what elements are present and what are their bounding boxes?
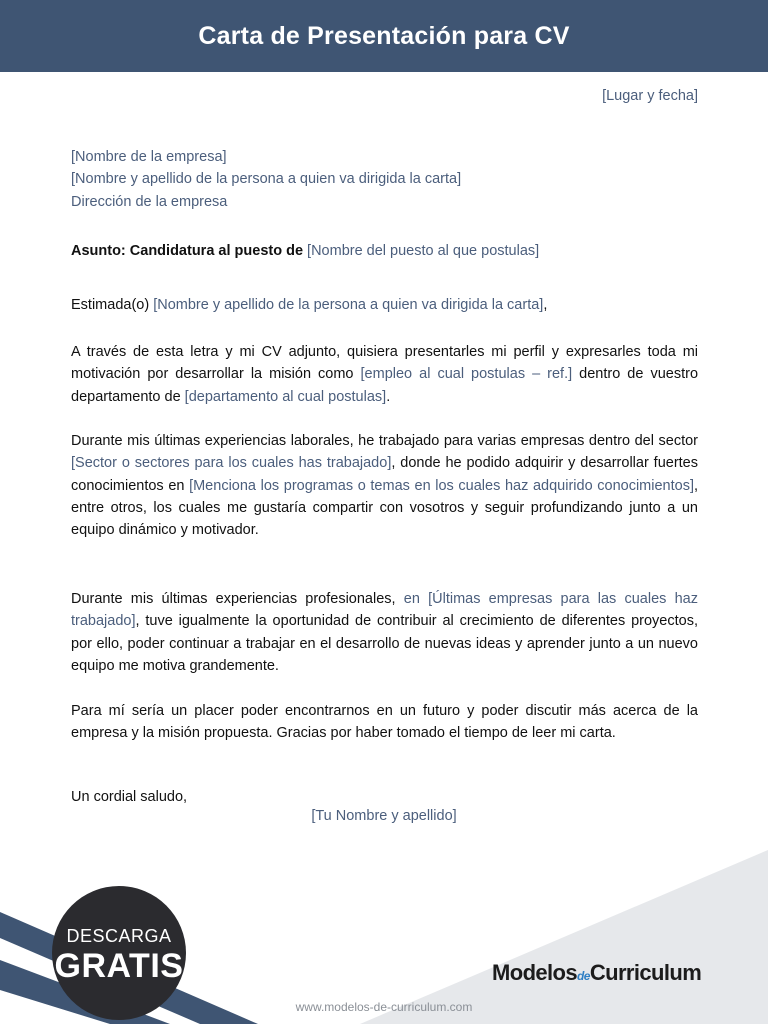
closing: Un cordial saludo, <box>71 789 188 805</box>
recipient-company: [Nombre de la empresa] <box>71 149 227 165</box>
paragraph-2-placeholder-2: [Menciona los programas o temas en los cuales haz adquirido conocimientos] <box>189 477 694 494</box>
greeting-suffix: , <box>543 297 548 313</box>
paragraph-1-text-1: A través de esta letra y mi CV adjunto, quisiera presentarles mi perfil y expresarles toda mi motivación por desarrollar la misión como <box>71 344 698 383</box>
modelos-de-curriculum-logo <box>492 960 701 986</box>
paragraph-2-text-3: , entre otros, los cuales me gustaría compartir con vosotros y seguir profundizando junto a un equipo dinámico y motivador. <box>71 477 699 539</box>
paragraph-4: Para mí sería un placer poder encontrarnos en un futuro y poder discutir más acerca de la empresa y la misión propuesta. Gracias por haber tomado el tiempo de leer mi carta. <box>71 703 698 742</box>
footer-url[interactable]: www.modelos-de-curriculum.com <box>295 1000 473 1014</box>
paragraph-1-placeholder-1: [empleo al cual postulas – ref.] <box>360 366 573 383</box>
paragraph-2-placeholder-1: [Sector o sectores para los cuales has trabajado] <box>71 455 392 472</box>
paragraph-2 <box>71 430 698 541</box>
paragraph-3-text-1: Durante mis últimas experiencias profesionales, <box>71 591 404 607</box>
place-date: [Lugar y fecha] <box>602 88 698 104</box>
logo-part-1: Modelos <box>492 960 578 985</box>
paragraph-1 <box>71 341 698 408</box>
subject-label: Asunto: Candidatura al puesto de <box>71 243 308 259</box>
signature-placeholder: [Tu Nombre y apellido] <box>311 808 457 824</box>
greeting <box>71 294 698 316</box>
badge-line-1: DESCARGA <box>66 925 172 946</box>
subject-line <box>71 240 698 262</box>
paragraph-3 <box>71 588 698 677</box>
paragraph-1-text-2: dentro de vuestro departamento de <box>71 366 699 405</box>
document-title: Carta de Presentación para CV <box>198 21 570 50</box>
subject-placeholder: [Nombre del puesto al que postulas] <box>307 243 540 259</box>
recipient-address: Dirección de la empresa <box>71 193 228 210</box>
badge-line-2: GRATIS <box>54 946 184 985</box>
paragraph-3-text-2: , tuve igualmente la oportunidad de contribuir al crecimiento de diferentes proyectos, por ello, poder continuar a trabajar en el desarrollo de nuevas ideas y aprender junto a un nuevo equipo me motiva grandemente. <box>71 613 698 674</box>
logo-part-2: de <box>577 969 590 983</box>
paragraph-1-text-3: . <box>386 388 391 405</box>
logo-part-3: Curriculum <box>589 960 702 985</box>
recipient-block <box>71 146 698 213</box>
paragraph-2-text-1: Durante mis últimas experiencias laborales, he trabajado para varias empresas dentro del sector <box>71 433 698 449</box>
paragraph-2-text-2: , donde he podido adquirir y desarrollar fuertes conocimientos en <box>71 455 698 494</box>
recipient-person: [Nombre y apellido de la persona a quien va dirigida la carta] <box>71 171 462 188</box>
greeting-prefix: Estimada(o) <box>71 297 154 313</box>
document-title-banner <box>0 0 768 72</box>
decor-light-shape <box>360 850 768 1024</box>
paragraph-3-placeholder-1: en [Últimas empresas para las cuales haz trabajado] <box>71 591 698 630</box>
paragraph-1-placeholder-2: [departamento al cual postulas] <box>184 388 387 405</box>
greeting-placeholder: [Nombre y apellido de la persona a quien va dirigida la carta] <box>153 297 544 313</box>
